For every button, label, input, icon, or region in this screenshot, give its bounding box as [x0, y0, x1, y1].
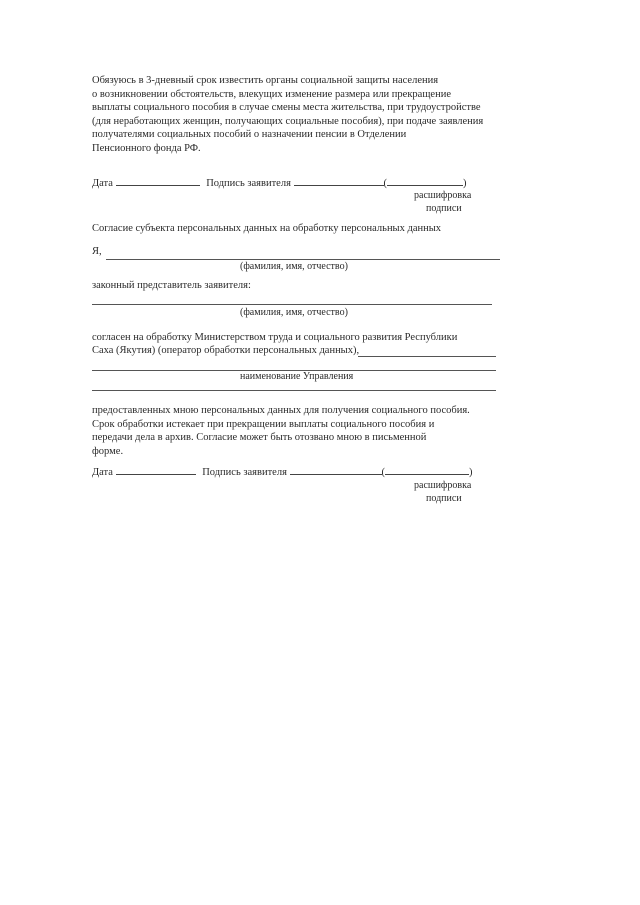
decoding-caption-1: расшифровка: [414, 190, 472, 201]
obligation-line: выплаты социального пособия в случае смены места жительства, при трудоустройстве: [92, 102, 481, 113]
consent-final-line: Срок обработки истекает при прекращении выплаты социального пособия и: [92, 418, 435, 430]
obligation-line: Обязуюсь в 3-дневный срок известить органы социальной защиты населения: [92, 75, 439, 86]
obligation-line: получателями социальных пособий о назначении пенсии в Отделении: [92, 129, 407, 140]
agree-line-1: согласен на обработку Министерством труда и социального развития Республики: [92, 332, 458, 343]
signature-label: Подпись заявителя: [202, 467, 287, 478]
close-paren: ): [469, 467, 473, 478]
fio-caption-2: (фамилия, имя, отчество): [240, 307, 348, 318]
decoding-caption-2: подписи: [426, 493, 462, 504]
signature-field[interactable]: [290, 464, 382, 475]
open-paren: (: [383, 178, 388, 189]
signature-label: Подпись заявителя: [206, 178, 291, 189]
signature-row-1: [92, 175, 467, 191]
i-label: Я,: [92, 246, 102, 257]
agree-line-2: Саха (Якутия) (оператор обработки персональных данных),: [92, 345, 360, 356]
department-caption: наименование Управления: [240, 371, 354, 382]
consent-final-line: предоставленных мною персональных данных для получения социального пособия.: [92, 405, 470, 416]
signature-decoding-field[interactable]: [385, 464, 469, 475]
close-paren: ): [463, 178, 467, 189]
date-label: Дата: [92, 178, 113, 189]
signature-row-2: [92, 464, 473, 480]
date-label: Дата: [92, 467, 113, 478]
decoding-caption-1: расшифровка: [414, 480, 472, 491]
obligation-line: Пенсионного фонда РФ.: [92, 142, 201, 154]
consent-heading: Согласие субъекта персональных данных на обработку персональных данных: [92, 223, 442, 234]
date-field[interactable]: [116, 175, 200, 186]
fio-field-2[interactable]: [92, 304, 492, 305]
signature-field[interactable]: [294, 175, 384, 186]
representative-label: законный представитель заявителя:: [92, 280, 251, 291]
signature-decoding-field[interactable]: [387, 175, 463, 186]
decoding-caption-2: подписи: [426, 203, 462, 214]
open-paren: (: [381, 467, 386, 478]
date-field[interactable]: [116, 464, 196, 475]
obligation-line: (для неработающих женщин, получающих социальные пособия), при подаче заявления: [92, 115, 484, 127]
obligation-line: о возникновении обстоятельств, влекущих изменение размера или прекращение: [92, 88, 451, 100]
obligation-paragraph: [92, 74, 502, 155]
consent-final-line: передачи дела в архив. Согласие может быть отозвано мною в письменной: [92, 432, 427, 443]
department-field-2[interactable]: [92, 390, 496, 391]
consent-final-line: форме.: [92, 445, 124, 457]
fio-caption-1: (фамилия, имя, отчество): [240, 261, 348, 272]
consent-final-paragraph: [92, 404, 498, 458]
operator-field[interactable]: [358, 356, 496, 357]
